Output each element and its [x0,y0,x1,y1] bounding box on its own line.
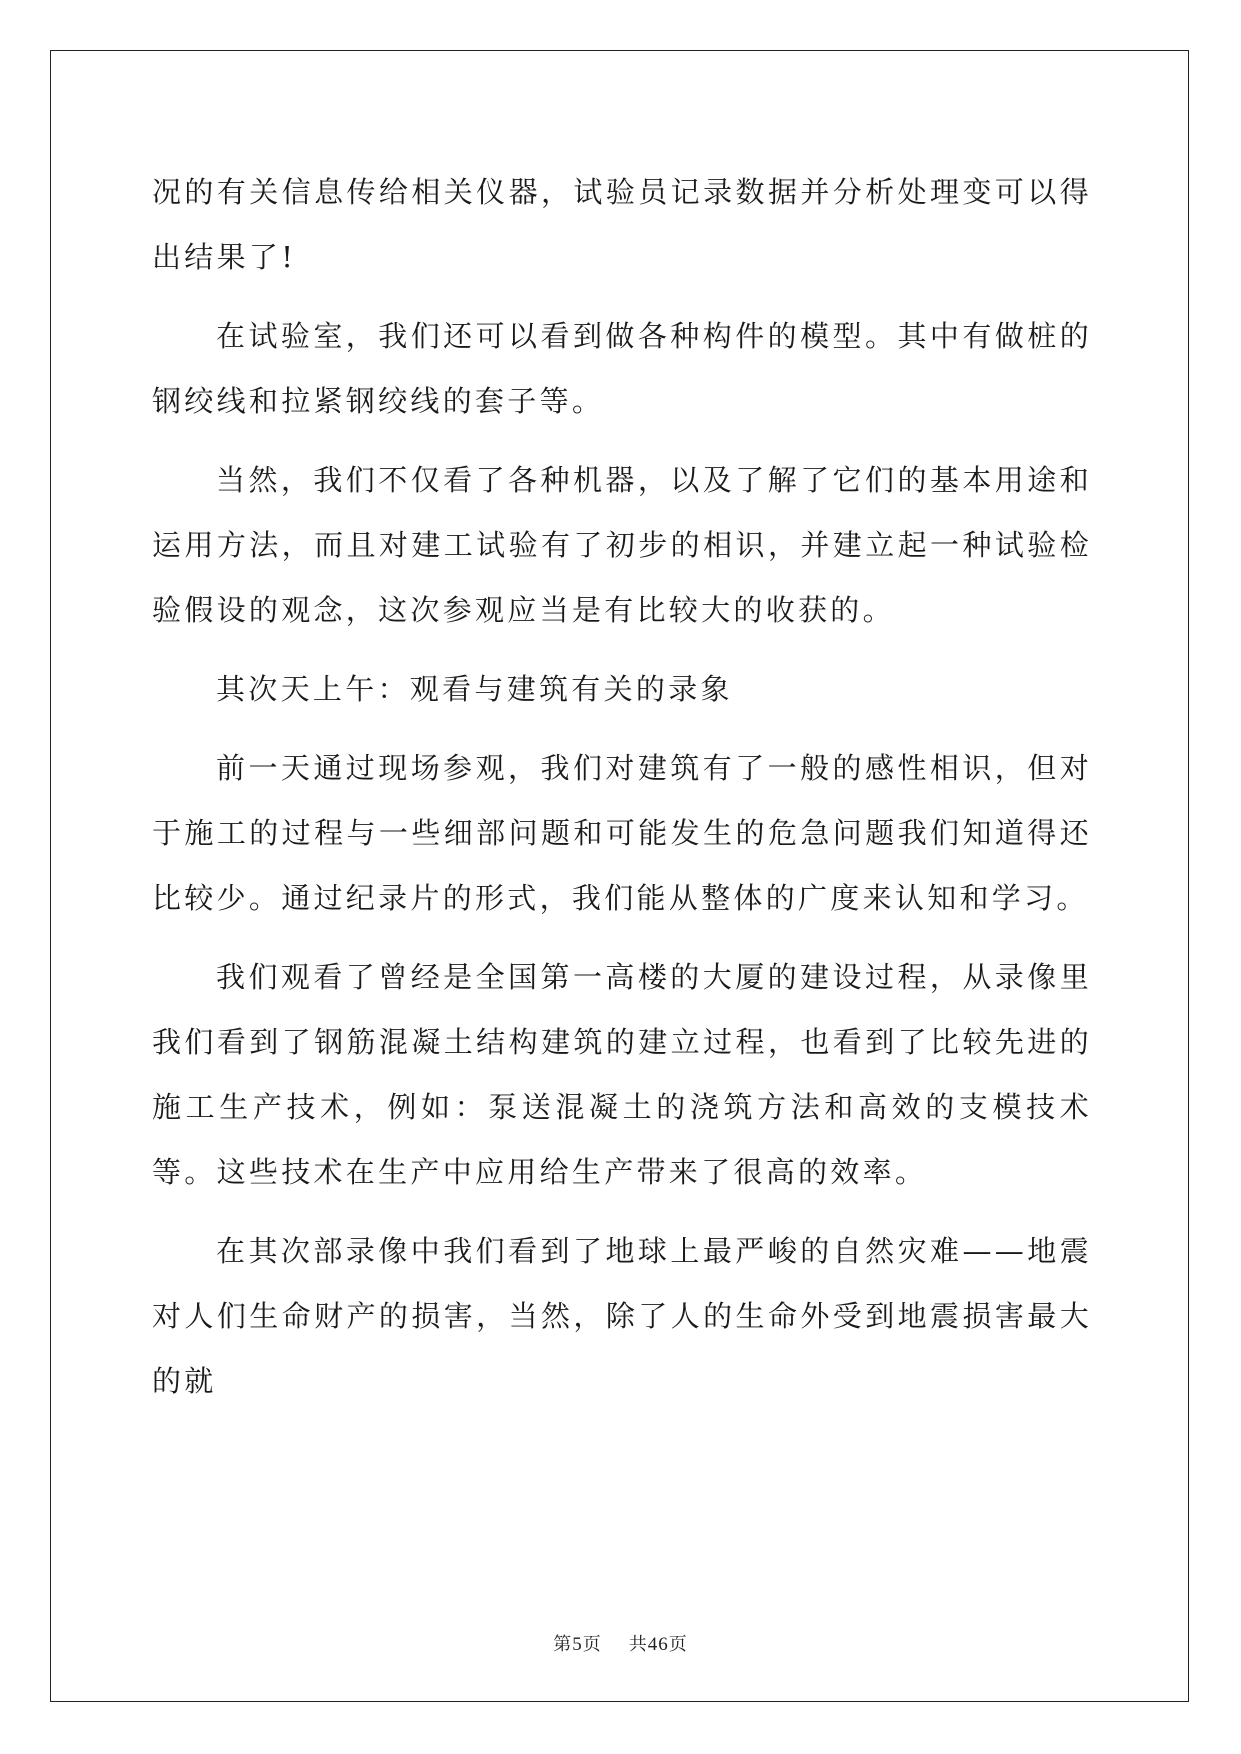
paragraph-3: 当然，我们不仅看了各种机器，以及了解了它们的基本用途和运用方法，而且对建工试验有了初步的相识，并建立起一种试验检验假设的观念，这次参观应当是有比较大的收获的。 [152,463,1092,627]
page-number: 5 [572,1634,583,1655]
total-prefix: 共 [628,1634,648,1655]
paragraph-1: 况的有关信息传给相关仪器，试验员记录数据并分析处理变可以得出结果了! [152,175,1092,274]
document-body [152,160,1092,1414]
page-prefix: 第 [553,1634,573,1655]
page-footer [0,1630,1241,1656]
total-pages: 46 [647,1634,669,1655]
page-suffix: 页 [582,1634,602,1655]
paragraph-6: 在其次部录像中我们看到了地球上最严峻的自然灾难——地震对人们生命财产的损害，当然，除了人的生命外受到地震损害最大的就 [152,1234,1092,1398]
paragraph-4: 前一天通过现场参观，我们对建筑有了一般的感性相识，但对于施工的过程与一些细部问题和可能发生的危急问题我们知道得还比较少。通过纪录片的形式，我们能从整体的广度来认知和学习。 [152,751,1092,915]
paragraph-5: 我们观看了曾经是全国第一高楼的大厦的建设过程，从录像里我们看到了钢筋混凝土结构建筑的建立过程，也看到了比较先进的施工生产技术，例如：泵送混凝土的浇筑方法和高效的支模技术等。这些技术在生产中应用给生产带来了很高的效率。 [152,960,1092,1189]
paragraph-2: 在试验室，我们还可以看到做各种构件的模型。其中有做桩的钢绞线和拉紧钢绞线的套子等。 [152,319,1092,418]
section-heading: 其次天上午：观看与建筑有关的录象 [216,672,733,706]
total-suffix: 页 [668,1634,688,1655]
